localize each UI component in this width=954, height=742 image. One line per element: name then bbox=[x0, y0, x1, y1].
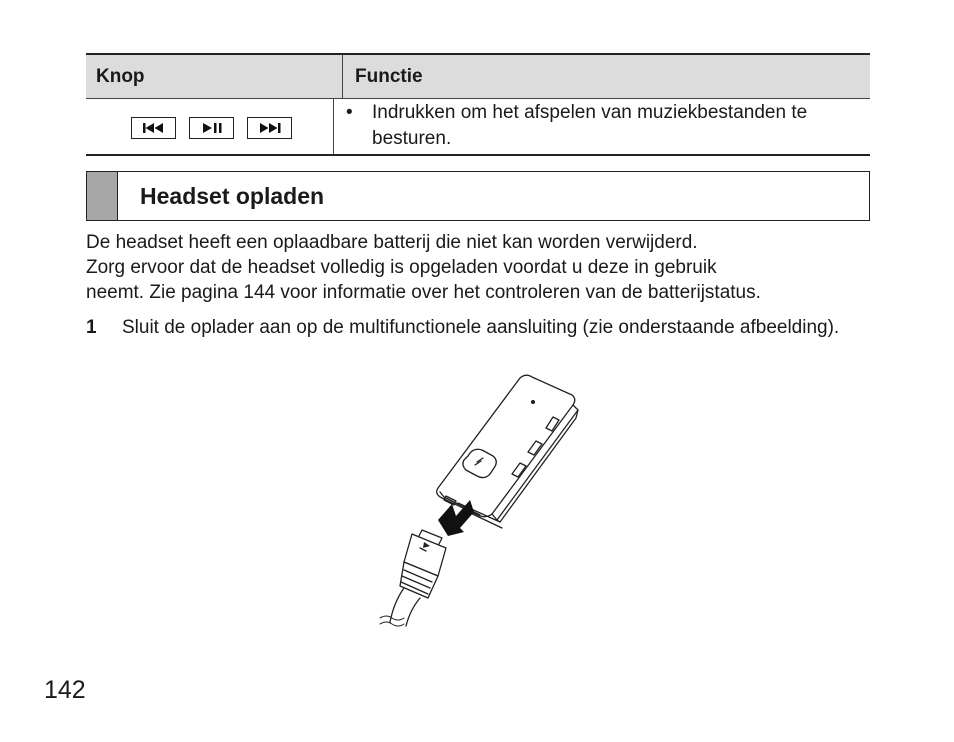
section-header-bar bbox=[87, 172, 118, 220]
function-description: Indrukken om het afspelen van muziekbestanden te besturen. bbox=[372, 102, 808, 149]
button-cell bbox=[86, 99, 334, 154]
previous-track-icon bbox=[131, 117, 176, 139]
function-cell bbox=[334, 99, 870, 154]
header-knop: Knop bbox=[86, 55, 343, 98]
paragraph-line: De headset heeft een oplaadbare batterij die niet kan worden verwijderd. bbox=[86, 232, 698, 253]
page-number: 142 bbox=[44, 676, 86, 704]
paragraph-line: neemt. Zie pagina 144 voor informatie over het controleren van de batterijstatus. bbox=[86, 282, 761, 303]
function-table bbox=[86, 53, 870, 156]
paragraph-line: Zorg ervoor dat de headset volledig is opgeladen voordat u deze in gebruik bbox=[86, 257, 717, 278]
header-functie: Functie bbox=[355, 66, 423, 87]
next-track-icon bbox=[247, 117, 292, 139]
intro-paragraph bbox=[86, 230, 886, 305]
play-pause-icon bbox=[189, 117, 234, 139]
table-row bbox=[86, 99, 870, 154]
step-text: Sluit de oplader aan op de multifunctionele aansluiting (zie onderstaande afbeelding). bbox=[122, 317, 840, 338]
bullet: • bbox=[346, 102, 353, 123]
section-title: Headset opladen bbox=[140, 183, 325, 209]
headset-charger-illustration bbox=[360, 370, 600, 630]
section-header bbox=[86, 171, 870, 221]
table-header-row bbox=[86, 55, 870, 99]
step-number: 1 bbox=[86, 317, 97, 338]
